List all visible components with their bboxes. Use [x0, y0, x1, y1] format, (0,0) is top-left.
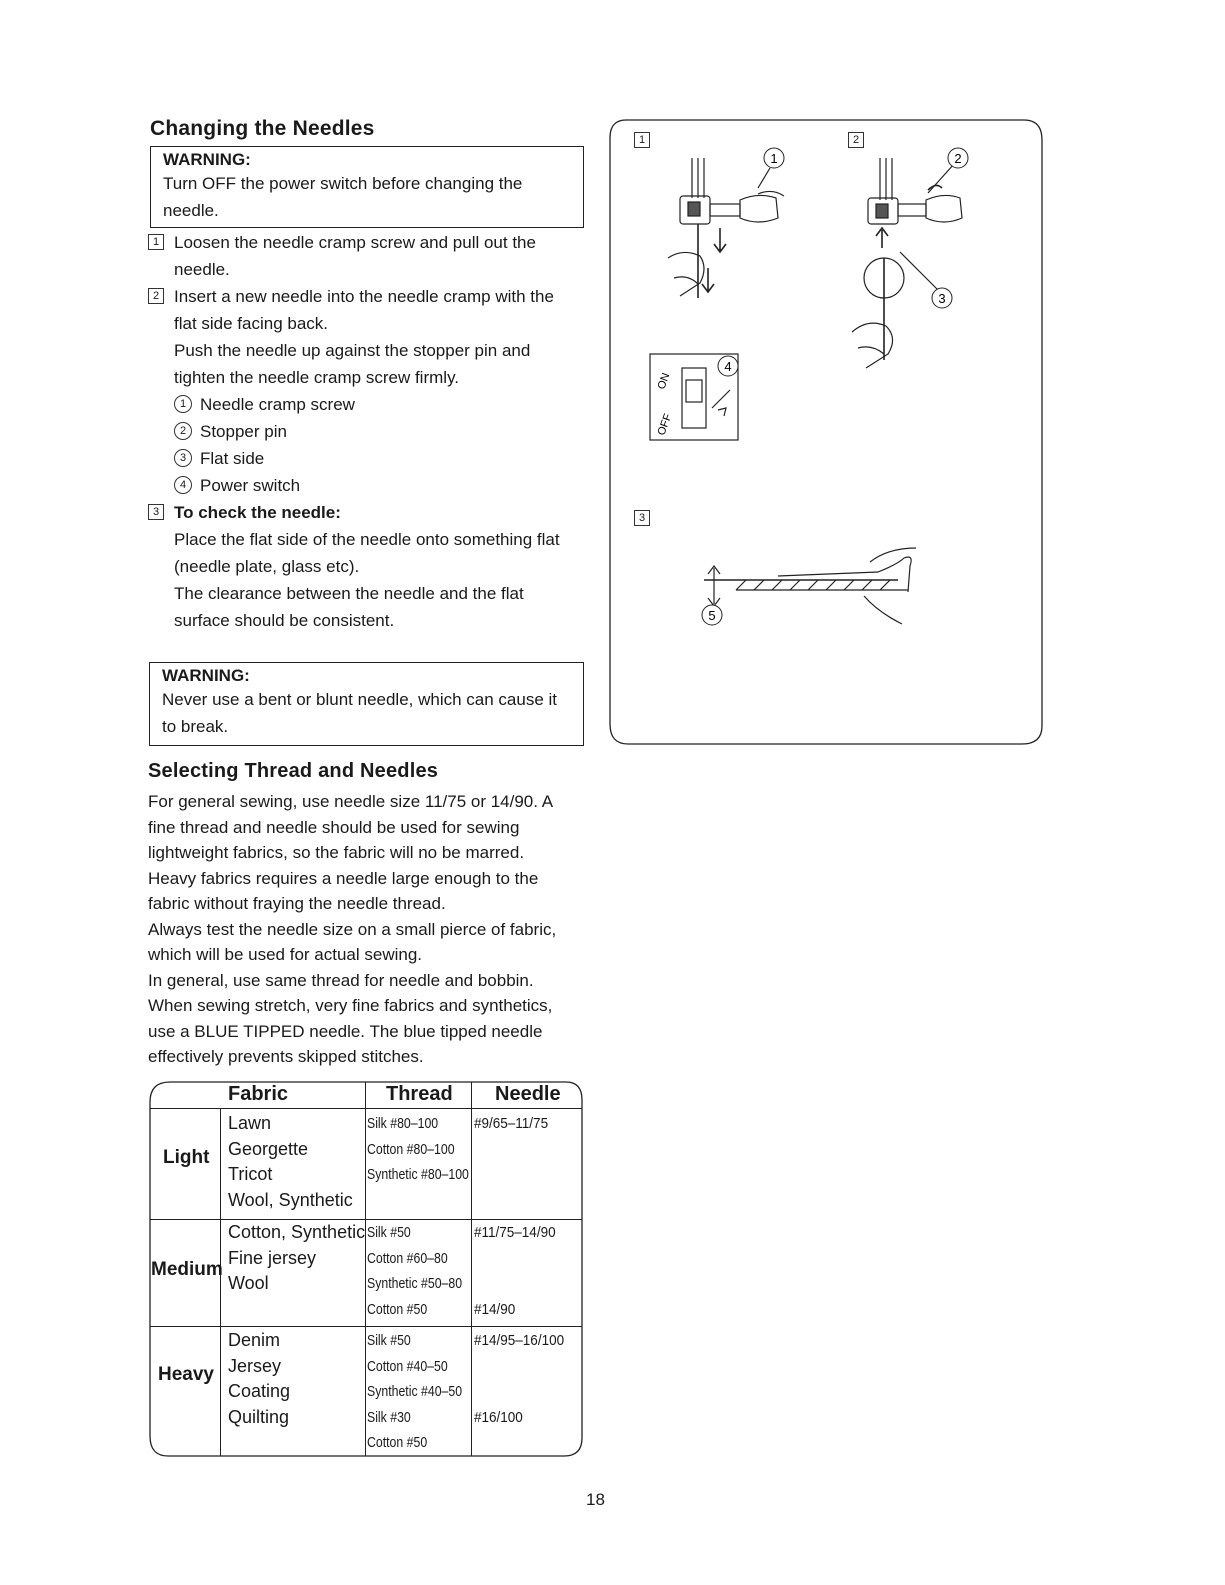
step-1 — [148, 229, 588, 283]
section-title-selecting-thread: Selecting Thread and Needles — [148, 760, 439, 782]
thread-list-light — [367, 1111, 491, 1188]
fabric-item: Tricot — [228, 1164, 273, 1184]
fabric-item: Denim — [228, 1330, 281, 1350]
paragraph-line: For general sewing, use needle size 11/75 or 14/90. A — [148, 792, 554, 811]
thread-item: Synthetic #50–80 — [367, 1275, 463, 1292]
callout-1-label: 1 — [770, 151, 778, 166]
callout-3-label: 3 — [938, 291, 946, 306]
fabric-item: Wool — [228, 1273, 269, 1293]
step-text-line: needle. — [174, 260, 230, 279]
thread-item: Cotton #50 — [367, 1434, 428, 1451]
step-text-line: The clearance between the needle and the flat — [174, 584, 524, 603]
figure-label-3: 3 — [634, 510, 650, 526]
paragraph-line: fabric without fraying the needle thread. — [148, 894, 446, 913]
paragraph-line: lightweight fabrics, so the fabric will no be marred. — [148, 843, 525, 862]
step-text-line: tighten the needle cramp screw firmly. — [174, 368, 460, 387]
thread-item: Silk #50 — [367, 1332, 411, 1349]
part-needle-cramp-screw — [148, 391, 588, 418]
step-text-line: flat side facing back. — [174, 314, 329, 333]
thread-item: Cotton #60–80 — [367, 1249, 448, 1267]
category-heavy: Heavy — [158, 1364, 214, 1385]
fabric-list-medium — [228, 1220, 365, 1297]
part-label: Needle cramp screw — [200, 395, 355, 414]
paragraph-line: In general, use same thread for needle and bobbin. — [148, 970, 534, 990]
needle-item: #16/100 — [474, 1408, 523, 1426]
thread-item: Synthetic #80–100 — [367, 1166, 469, 1183]
needle-item: #14/90 — [474, 1300, 516, 1318]
step-text-line: surface should be consistent. — [174, 611, 395, 630]
fabric-item: Georgette — [228, 1138, 309, 1159]
callout-number: 4 — [174, 476, 192, 494]
header-fabric: Fabric — [228, 1083, 289, 1105]
header-needle: Needle — [495, 1083, 561, 1105]
part-flat-side — [148, 445, 588, 472]
figure-1-needle-cramp — [668, 158, 784, 298]
part-stopper-pin — [148, 418, 588, 445]
warning-text-line: Turn OFF the power switch before changing the — [163, 174, 523, 193]
step-number: 3 — [148, 504, 164, 520]
thread-item: Cotton #80–100 — [367, 1140, 455, 1158]
warning-heading: WARNING: — [162, 666, 250, 685]
paragraph-line: Heavy fabrics requires a needle large enough to the — [148, 868, 539, 888]
figure-label-1: 1 — [634, 132, 650, 148]
header-thread: Thread — [386, 1083, 453, 1105]
step-text-line: Push the needle up against the stopper pin and — [174, 341, 531, 360]
part-label: Power switch — [200, 476, 301, 495]
part-power-switch — [148, 472, 588, 499]
fabric-item: Cotton, Synthetic — [228, 1222, 366, 1242]
warning-heading: WARNING: — [163, 150, 251, 169]
thread-item: Silk #50 — [367, 1224, 411, 1241]
page-number: 18 — [586, 1490, 605, 1509]
needle-item-empty — [474, 1271, 556, 1297]
step-2 — [148, 283, 588, 391]
callout-4-label: 4 — [724, 359, 732, 374]
needle-item-empty — [474, 1379, 564, 1405]
figure-label-2: 2 — [848, 132, 864, 148]
thread-list-medium — [367, 1220, 483, 1322]
thread-list-heavy — [367, 1328, 483, 1456]
paragraph-line: use a BLUE TIPPED needle. The blue tipped needle — [148, 1021, 543, 1041]
illustration-drawing — [608, 118, 1044, 746]
needle-list-light — [474, 1111, 556, 1137]
step-text-line: Insert a new needle into the needle cramp with the — [174, 287, 554, 306]
thread-item: Cotton #40–50 — [367, 1357, 448, 1375]
callout-5-label: 5 — [708, 608, 716, 623]
switch-on-label: ON — [655, 371, 673, 392]
part-label: Stopper pin — [200, 422, 287, 441]
callout-2-label: 2 — [954, 151, 962, 166]
step-text-line: Loosen the needle cramp screw and pull out the — [174, 233, 536, 252]
needle-item: #11/75–14/90 — [474, 1224, 556, 1241]
thread-item: Silk #80–100 — [367, 1115, 439, 1132]
thread-item: Synthetic #40–50 — [367, 1383, 463, 1400]
paragraph-line: When sewing stretch, very fine fabrics and synthetics, — [148, 996, 553, 1015]
figure-2-insert-needle — [852, 158, 962, 368]
step-number: 1 — [148, 234, 164, 250]
fabric-item: Jersey — [228, 1355, 282, 1376]
part-label: Flat side — [200, 449, 265, 468]
illustration-panel — [608, 118, 1044, 746]
fabric-item: Quilting — [228, 1406, 290, 1427]
paragraph-line: which will be used for actual sewing. — [148, 945, 423, 964]
thread-item: Silk #30 — [367, 1408, 411, 1426]
callout-number: 1 — [174, 395, 192, 413]
step-number: 2 — [148, 288, 164, 304]
callout-number: 3 — [174, 449, 192, 467]
fabric-item: Wool, Synthetic — [228, 1189, 353, 1210]
needle-item-empty — [474, 1246, 556, 1272]
selecting-thread-paragraph — [148, 789, 593, 1070]
step-text-line: (needle plate, glass etc). — [174, 557, 360, 576]
warning-text-line: to break. — [162, 717, 229, 736]
needle-item-empty — [474, 1354, 564, 1380]
fabric-list-light — [228, 1111, 353, 1213]
callout-number: 2 — [174, 422, 192, 440]
paragraph-line: fine thread and needle should be used for sewing — [148, 817, 520, 837]
section-title-changing-needles: Changing the Needles — [150, 117, 375, 140]
fabric-thread-needle-table — [148, 1080, 584, 1458]
category-medium: Medium — [151, 1259, 223, 1280]
category-light: Light — [163, 1147, 210, 1168]
needle-list-medium — [474, 1220, 565, 1322]
fabric-item: Coating — [228, 1381, 291, 1401]
step-3 — [148, 499, 588, 634]
thread-item: Cotton #50 — [367, 1300, 428, 1318]
paragraph-line: effectively prevents skipped stitches. — [148, 1047, 424, 1066]
paragraph-line: Always test the needle size on a small pierce of fabric, — [148, 919, 557, 939]
switch-off-label: OFF — [655, 412, 675, 438]
warning-text-line: Never use a bent or blunt needle, which can cause it — [162, 690, 558, 709]
fabric-item: Lawn — [228, 1113, 272, 1133]
warning-box-power — [150, 146, 584, 228]
step-heading: To check the needle: — [174, 503, 341, 522]
figure-3-check-needle — [704, 548, 916, 624]
warning-text-line: needle. — [163, 201, 219, 220]
warning-box-bent-needle — [149, 662, 584, 746]
needle-item: #14/95–16/100 — [474, 1332, 565, 1349]
steps-list — [148, 229, 588, 634]
fabric-list-heavy — [228, 1328, 290, 1430]
step-text-line: Place the flat side of the needle onto something flat — [174, 530, 560, 549]
needle-list-heavy — [474, 1328, 574, 1430]
fabric-item: Fine jersey — [228, 1247, 317, 1268]
needle-item: #9/65–11/75 — [474, 1115, 549, 1132]
